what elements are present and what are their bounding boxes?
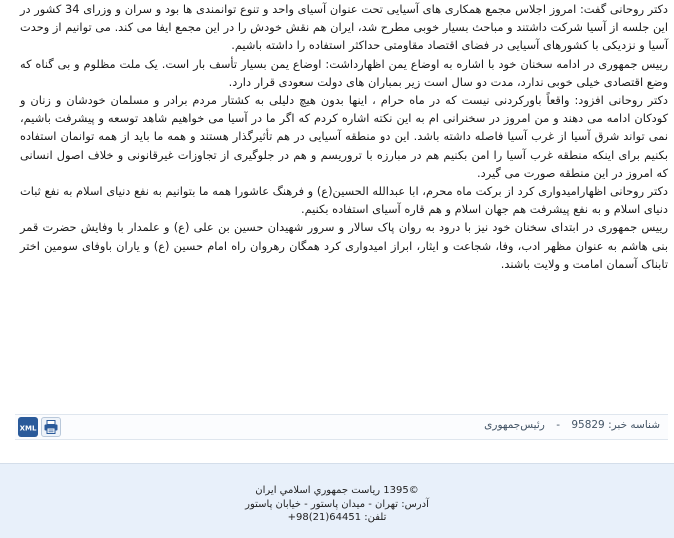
xml-button[interactable] [18, 417, 38, 437]
footer-phone: تلفن: 64451(21)98+ [287, 512, 387, 523]
news-id-label: شناسه خبر: [608, 419, 660, 431]
footer-copyright: ©1395 رياست جمهوري اسلامي ايران [255, 485, 419, 496]
paragraph-1: دکتر روحانی گفت: امروز اجلاس مجمع همکاری های آسیایی تحت عنوان آسیای واحد و تنوع توانمندی ها بود و سران و وزرای 34 کشور در این جلسه از آسیا شرکت داشتند و مباحث بسیار خوبی مطرح شد، ایران هم نقش خودش را در این مجمع ایفا می کند. می توانیم از وحدت آسیا و نزدیکی با کشورهای آسیایی در فضای اقتصاد مقاومتی حداکثر استفاده را داشته باشیم. [20, 2, 668, 53]
printer-icon [43, 419, 59, 435]
paragraph-5: رییس جمهوری در ابتدای سخنان خود نیز با درود به روان پاک سالار و سرور شهیدان حسین بن علی (ع) و علمدار با وفایش حضرت قمر بنی هاشم به عنوان مظهر ادب، وفا، شجاعت و ایثار، ابراز امیدواری کرد همگان رهروان راه امام حسین (ع) و یاران باوفای سومین اختر تابناک آسمان امامت و ولایت باشند. [20, 220, 668, 271]
news-category-link[interactable]: رئیس‌جمهوری [484, 419, 545, 431]
footer-address: آدرس: تهران - میدان پاستور - خیابان پاستور [245, 498, 429, 510]
paragraph-3: دکتر روحانی افزود: واقعاً باورکردنی نیست که در ماه حرام ، اینها بدون هیچ دلیلی به کشتار مردم برادر و مسلمان خودشان و زنان و کودکان ادامه می دهند و من امروز در سخنرانی ام به این نکته اشاره کردم که اگر ما در آسیا می خواهیم شاهد توسعه و پیشرفت باشیم، نمی تواند شرق آسیا از غرب آسیا فاصله داشته باشد. این دو منطقه آسیایی در هم تأثیرگذار هستند و همه ما باید از همه توانمان استفاده بکنیم برای اینکه منطقه غرب آسیا را امن بکنیم هم در مبارزه با تروریسم و هم در جلوگیری از تجاوزات غیرقانونی و خلاف اصول انسانی که امروز در این منطقه صورت می گیرد. [20, 93, 668, 180]
article-meta-bar [15, 414, 668, 440]
paragraph-2: رییس جمهوری در ادامه سخنان خود با اشاره به اوضاع یمن اظهارداشت: اوضاع یمن بسیار تأسف بار است. یک ملت مظلوم و بی گناه که وضع اقتصادی خیلی خوبی ندارد، مدت دو سال است زیر بمباران های دولت سعودی قرار دارد. [20, 56, 668, 89]
xml-icon-label: XML [19, 424, 37, 433]
site-footer [0, 463, 674, 538]
print-button[interactable] [41, 417, 61, 437]
news-id: 95829 [571, 419, 605, 431]
meta-separator: - [556, 419, 560, 431]
footer-info [0, 484, 674, 525]
article-meta [484, 419, 660, 431]
article-body [20, 0, 668, 273]
article-tools [18, 417, 61, 437]
paragraph-4: دکتر روحانی اظهارامیدواری کرد از برکت ماه محرم، ابا عبدالله الحسین(ع) و فرهنگ عاشورا همه ما بتوانیم به نفع دنیای اسلام به نفع ثبات دنیای اسلام و به نفع پیشرفت هم جهان اسلام و هم قاره آسیای استفاده بکنیم. [20, 184, 668, 217]
xml-icon [19, 420, 37, 434]
